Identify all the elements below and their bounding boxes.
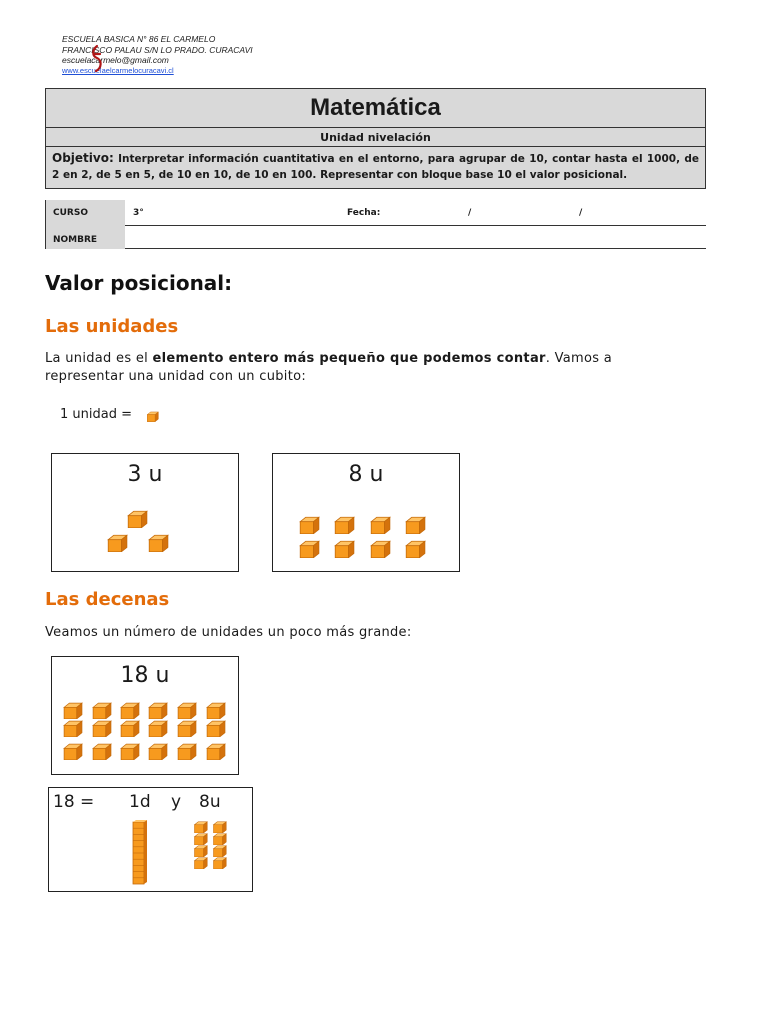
subject-title: Matemática xyxy=(46,89,706,128)
nombre-label: NOMBRE xyxy=(45,224,125,249)
unit-cube-icon xyxy=(146,411,159,422)
unit-cube-icon xyxy=(298,516,320,534)
box-label: 3 u xyxy=(127,462,163,487)
unit-cube-icon xyxy=(205,743,226,760)
unit-cube-icon xyxy=(205,720,226,737)
decomposition-and: y xyxy=(171,792,182,812)
date-separator: / xyxy=(579,208,583,218)
unit-cube-icon xyxy=(62,743,83,760)
school-emblem-icon xyxy=(86,44,108,74)
box-label: 8 u xyxy=(348,462,384,487)
tens-paragraph: Veamos un número de unidades un poco más grande: xyxy=(45,625,412,640)
curso-row xyxy=(45,200,706,226)
units-text: La unidad es el xyxy=(45,351,153,366)
school-name: ESCUELA BASICA N° 86 EL CARMELO xyxy=(62,34,216,44)
unit-cube-icon xyxy=(62,702,83,719)
unit-cube-icon xyxy=(193,857,208,869)
unit-cube-icon xyxy=(91,743,112,760)
unit-title: Unidad nivelación xyxy=(46,128,706,147)
unit-cube-icon xyxy=(147,702,168,719)
objective-label: Objetivo: xyxy=(52,151,114,165)
units-text: . Vamos a representar una unidad con un cubito: xyxy=(45,351,613,384)
unit-cube-icon xyxy=(147,743,168,760)
unit-cube-icon xyxy=(369,540,391,558)
unit-cube-icon xyxy=(91,702,112,719)
school-address: FRANCISCO PALAU S/N LO PRADO. CURACAVI xyxy=(62,44,253,55)
units-paragraph xyxy=(45,350,685,386)
unit-equation-label: 1 unidad = xyxy=(60,407,132,422)
unit-cube-icon xyxy=(119,720,140,737)
unit-cube-icon xyxy=(298,540,320,558)
unit-equation xyxy=(60,407,132,422)
nombre-row xyxy=(45,224,706,249)
curso-label: CURSO xyxy=(45,200,125,226)
units-text-bold: elemento entero más pequeño que podemos contar xyxy=(152,351,546,366)
school-email: escuelacarmelo@gmail.com xyxy=(62,55,169,65)
objective-cell xyxy=(46,147,706,189)
unit-cube-icon xyxy=(212,845,227,857)
school-website-link[interactable]: www.escuelaelcarmelocuracavi.cl xyxy=(62,65,174,75)
unit-cube-icon xyxy=(147,720,168,737)
decomposition-tens: 1d xyxy=(129,792,151,812)
unit-cube-icon xyxy=(147,534,169,552)
unit-cube-icon xyxy=(369,516,391,534)
worksheet-header xyxy=(45,88,706,189)
unit-cube-icon xyxy=(119,702,140,719)
unit-cube-icon xyxy=(404,516,426,534)
nombre-line[interactable] xyxy=(125,248,706,249)
ten-rod-icon xyxy=(131,820,149,886)
units-heading: Las unidades xyxy=(45,316,179,337)
unit-cube-icon xyxy=(62,720,83,737)
unit-cube-icon xyxy=(212,833,227,845)
tens-heading: Las decenas xyxy=(45,589,170,610)
unit-cube-icon xyxy=(176,702,197,719)
objective-text: Interpretar información cuantitativa en el entorno, para agrupar de 10, contar hasta el 1000, de 2 en 2, de 5 en 5, de 10 en 10, de 10 en 100. Representar con bloque base 10 el valor posicional. xyxy=(52,153,700,181)
section-title: Valor posicional: xyxy=(45,271,233,295)
unit-cube-icon xyxy=(212,857,227,869)
unit-cube-icon xyxy=(126,510,148,528)
unit-cube-icon xyxy=(193,845,208,857)
unit-cube-icon xyxy=(212,821,227,833)
decomposition-number: 18 = xyxy=(53,792,95,812)
unit-cube-icon xyxy=(404,540,426,558)
unit-cube-icon xyxy=(176,743,197,760)
unit-cube-icon xyxy=(106,534,128,552)
unit-cube-icon xyxy=(205,702,226,719)
unit-cube-icon xyxy=(91,720,112,737)
unit-cube-icon xyxy=(176,720,197,737)
box-label: 18 u xyxy=(120,663,170,688)
date-separator: / xyxy=(468,208,472,218)
unit-cube-icon xyxy=(333,516,355,534)
curso-value: 3° xyxy=(133,208,144,218)
unit-cube-icon xyxy=(119,743,140,760)
decomposition-units: 8u xyxy=(199,792,221,812)
unit-cube-icon xyxy=(193,833,208,845)
unit-cube-icon xyxy=(333,540,355,558)
unit-cube-icon xyxy=(193,821,208,833)
fecha-label: Fecha: xyxy=(347,208,381,218)
